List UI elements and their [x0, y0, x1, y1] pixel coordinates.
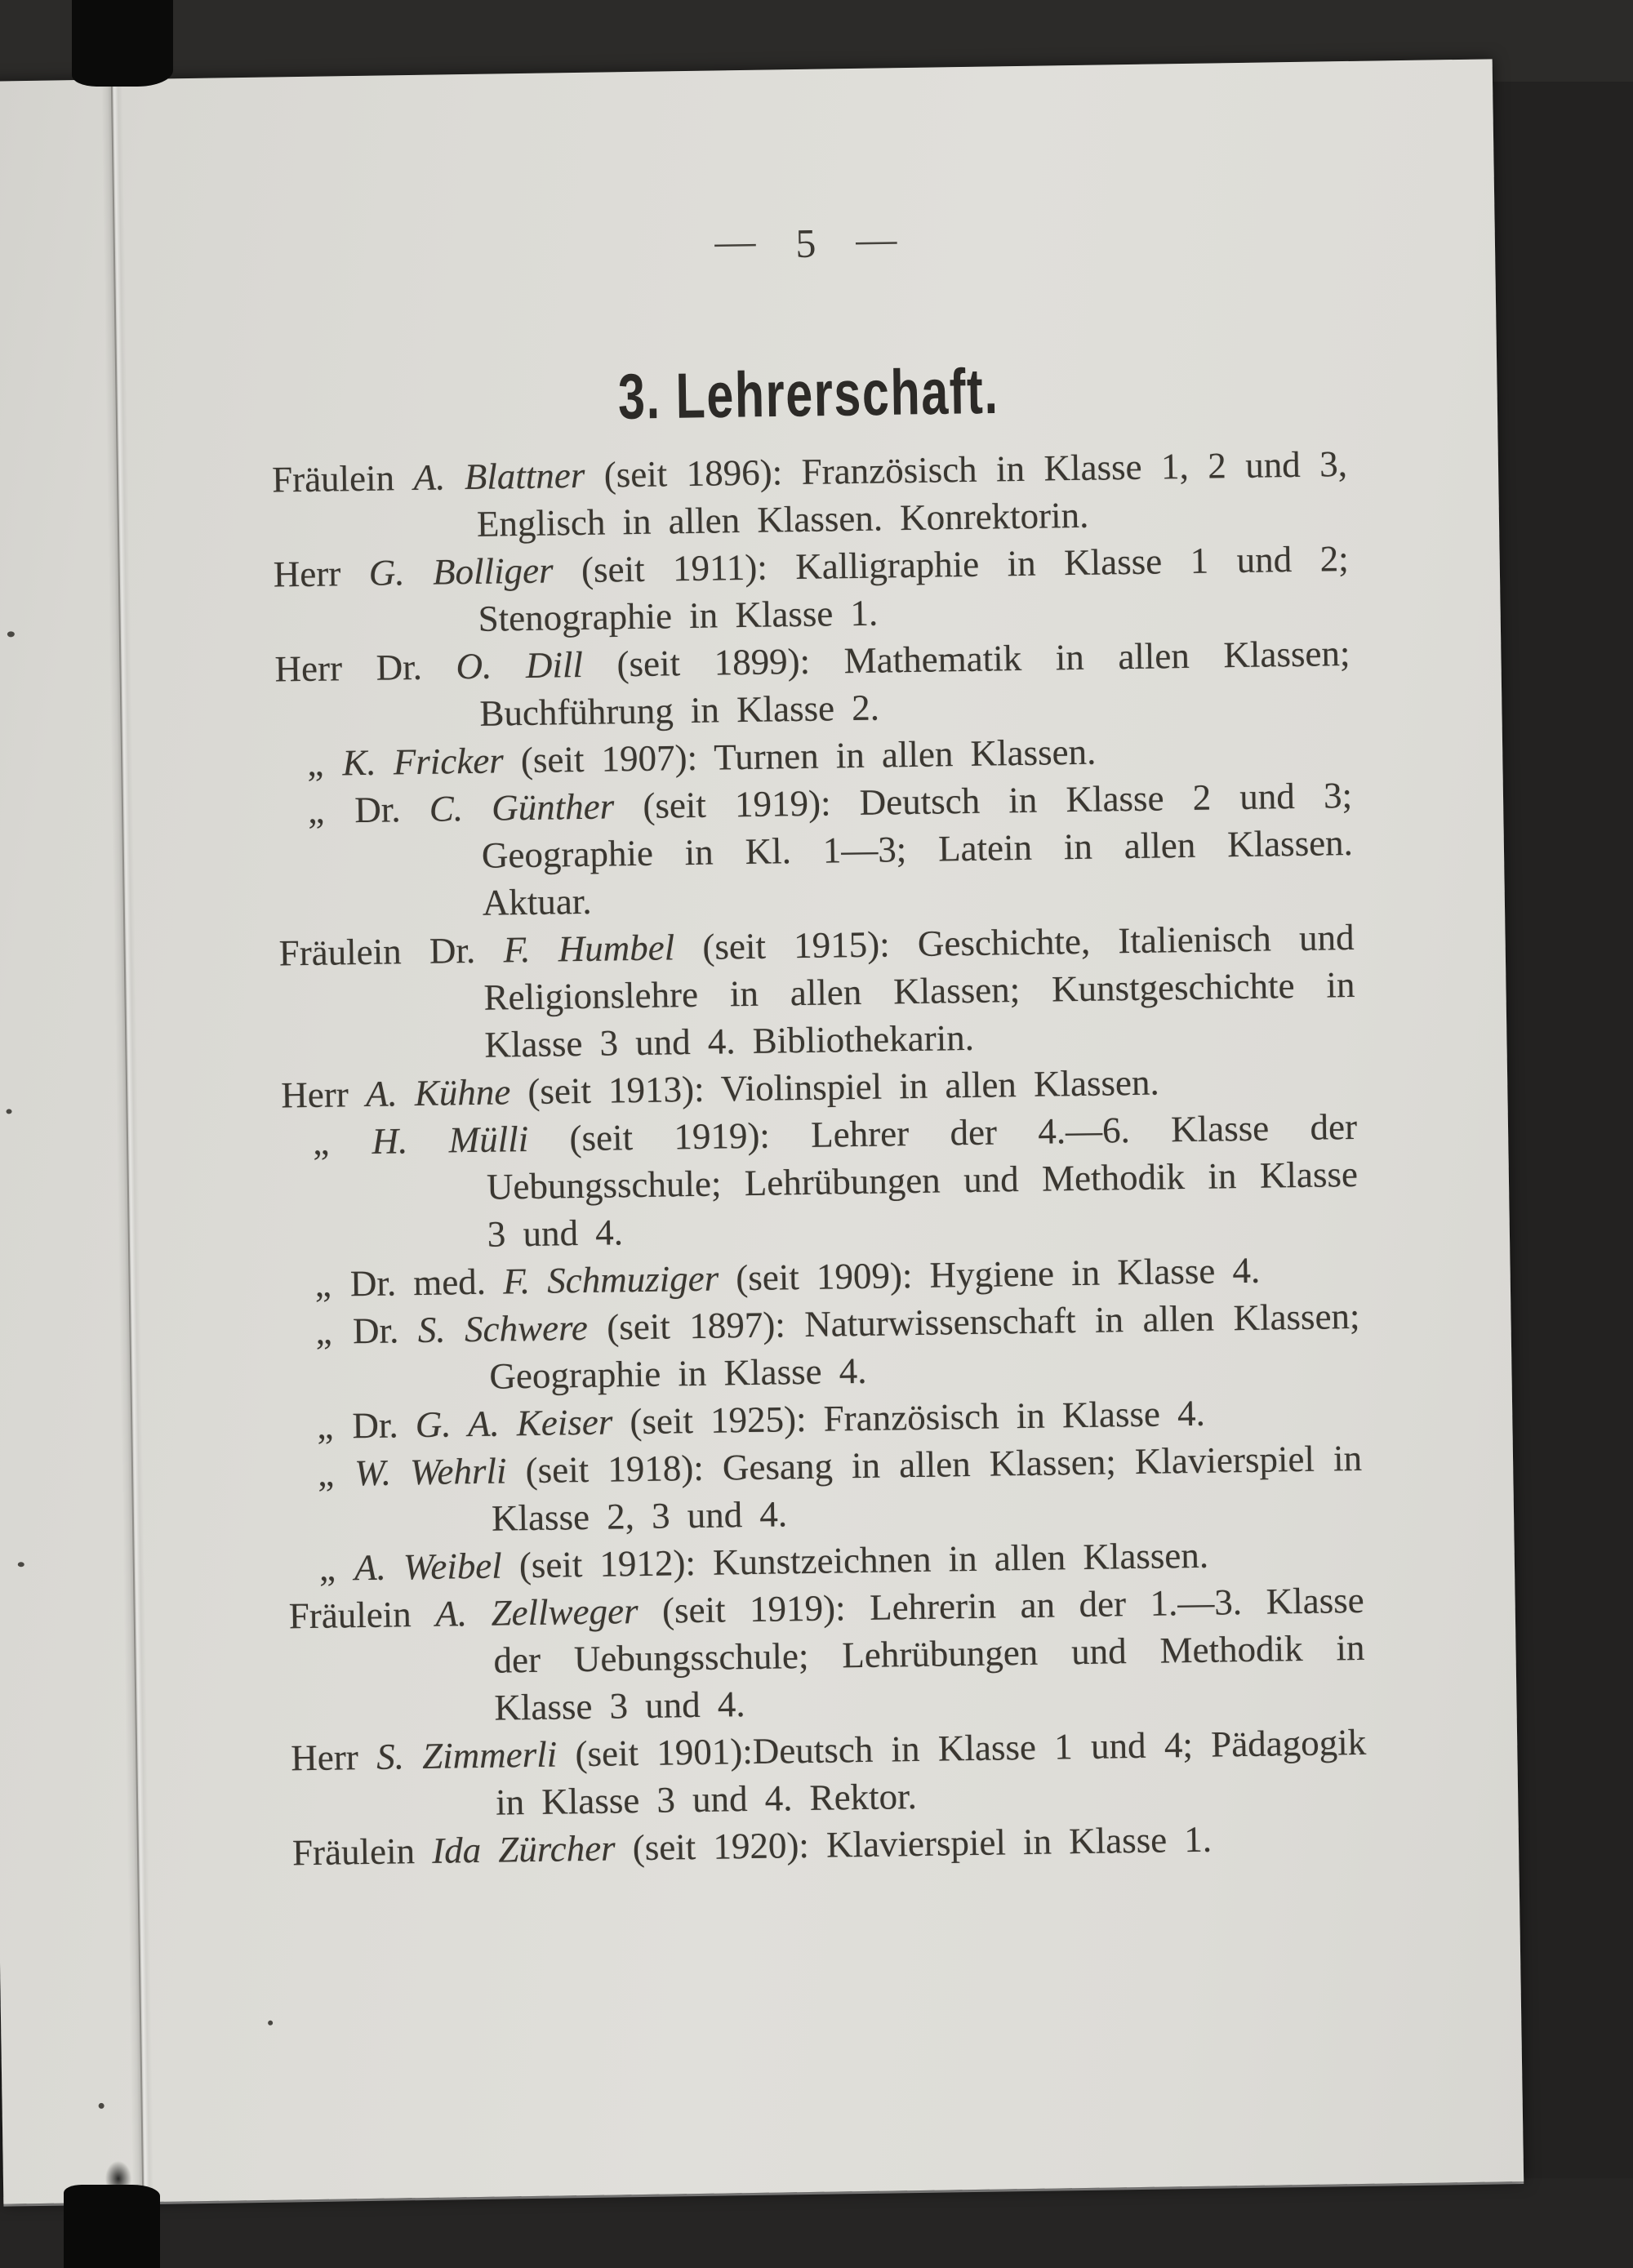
teacher-prefix: „ [318, 1547, 338, 1589]
teacher-detail: (seit 1918): Gesang in allen Klassen; Klavierspiel in Klasse 2, 3 und 4. [491, 1437, 1363, 1539]
page-number-dash-right: — [855, 216, 898, 262]
teacher-honorific: Dr. [354, 789, 401, 831]
teacher-honorific: Dr. [352, 1310, 399, 1352]
teacher-entry [272, 440, 1349, 551]
teacher-detail: (seit 1920): Klavierspiel in Klasse 1. [632, 1818, 1213, 1869]
teacher-name: S. Zimmerli [376, 1733, 558, 1777]
teacher-name: O. Dill [456, 643, 584, 687]
teacher-prefix: „ [312, 1121, 331, 1163]
film-registration-mark-bottom [64, 2185, 160, 2268]
teacher-entry [274, 629, 1351, 740]
paper-speck [268, 2021, 273, 2026]
page-content [269, 211, 1368, 1876]
teacher-detail: (seit 1909): Hygiene in Klasse 4. [735, 1249, 1261, 1299]
teacher-name: F. Humbel [503, 927, 675, 971]
teacher-detail: (seit 1899): Mathematik in allen Klassen; Buchführung in Klasse 2. [478, 632, 1350, 734]
teacher-prefix: „ [306, 742, 326, 784]
teacher-entry [287, 1434, 1364, 1545]
teacher-prefix: Herr [273, 553, 341, 595]
teacher-detail: (seit 1897): Naturwissenschaft in allen Klassen; Geographie in Klasse 4. [489, 1295, 1360, 1397]
teacher-prefix: Herr [290, 1737, 359, 1779]
teacher-entry [278, 914, 1355, 1072]
teacher-prefix: Fräulein [271, 457, 395, 500]
teacher-detail: (seit 1919): Deutsch in Klasse 2 und 3; Geographie in Kl. 1—3; Latein in allen Klassen. Aktuar. [481, 774, 1354, 923]
teacher-detail: (seit 1907): Turnen in allen Klassen. [520, 731, 1097, 781]
teacher-name: F. Schmuziger [502, 1257, 719, 1302]
teacher-name: A. Kühne [365, 1071, 511, 1114]
teacher-detail: (seit 1919): Lehrerin an der 1.—3. Klasse der Uebungsschule; Lehrübungen und Methodik in Klasse 3 und 4. [493, 1579, 1365, 1728]
teacher-prefix: Fräulein [291, 1830, 416, 1874]
teacher-entry [284, 1292, 1361, 1403]
teacher-detail: (seit 1919): Lehrer der 4.—6. Klasse der Uebungsschule; Lehrübungen und Methodik in Klasse 3 und 4. [486, 1105, 1359, 1255]
teacher-name: A. Blattner [413, 454, 585, 498]
teacher-name: G. Bolliger [368, 549, 554, 594]
teacher-name: S. Schwere [417, 1306, 589, 1351]
teacher-honorific: Dr. [376, 646, 423, 688]
paper-speck [99, 2103, 105, 2109]
teacher-entry [277, 772, 1354, 930]
teacher-name: C. Günther [429, 785, 615, 829]
teacher-prefix: „ [316, 1405, 336, 1447]
teacher-detail: (seit 1896): Französisch in Klasse 1, 2 und 3, Englisch in allen Klassen. Konrektorin. [476, 443, 1348, 545]
paper-speck [7, 631, 15, 637]
teacher-honorific: Dr. med. [349, 1261, 487, 1305]
document-page [0, 59, 1524, 2204]
paper-speck [18, 1562, 24, 1567]
teacher-prefix: „ [315, 1310, 334, 1352]
teacher-detail: (seit 1915): Geschichte, Italienisch und Religionslehre in allen Klassen; Kunstgeschichte in Klasse 3 und 4. Bibliothekarin. [483, 916, 1355, 1065]
page-number-value: 5 [794, 220, 817, 267]
teacher-prefix: „ [317, 1452, 336, 1494]
teacher-name: K. Fricker [342, 740, 505, 784]
teacher-entry [273, 535, 1350, 646]
teacher-name: H. Mülli [372, 1118, 529, 1162]
teacher-prefix: „ [314, 1263, 334, 1305]
teacher-detail: (seit 1911): Kalligraphie in Klasse 1 und 2; Stenographie in Klasse 1. [478, 538, 1350, 639]
teacher-honorific: Dr. [429, 929, 476, 972]
teacher-prefix: „ [307, 789, 327, 831]
teacher-name: Ida Zürcher [431, 1827, 616, 1871]
section-title: 3. Lehrerschaft. [617, 354, 999, 433]
teacher-prefix: Fräulein [278, 931, 403, 974]
teacher-name: A. Zellweger [434, 1590, 639, 1634]
film-registration-mark-top [72, 0, 173, 87]
teacher-detail: (seit 1901):Deutsch in Klasse 1 und 4; Pädagogik in Klasse 3 und 4. Rektor. [495, 1721, 1367, 1823]
teacher-name: G. A. Keiser [415, 1401, 613, 1446]
paper-speck [6, 1109, 11, 1114]
teacher-prefix: Herr [274, 647, 343, 690]
teacher-detail: (seit 1912): Kunstzeichnen in allen Klassen. [518, 1534, 1209, 1586]
teacher-detail: (seit 1925): Französisch in Klasse 4. [630, 1392, 1206, 1443]
teacher-entry [288, 1576, 1365, 1735]
teacher-detail: (seit 1913): Violinspiel in allen Klassen. [527, 1061, 1160, 1112]
page-number [269, 211, 1345, 275]
page-number-dash-left: — [714, 217, 757, 265]
teacher-entry [291, 1719, 1368, 1830]
teacher-name: W. Wehrli [354, 1450, 507, 1494]
teacher-list [272, 440, 1368, 1876]
teacher-prefix: Herr [280, 1074, 349, 1116]
teacher-prefix: Fräulein [288, 1594, 412, 1637]
teacher-entry [282, 1103, 1359, 1261]
teacher-honorific: Dr. [352, 1404, 399, 1447]
teacher-name: A. Weibel [354, 1545, 503, 1589]
